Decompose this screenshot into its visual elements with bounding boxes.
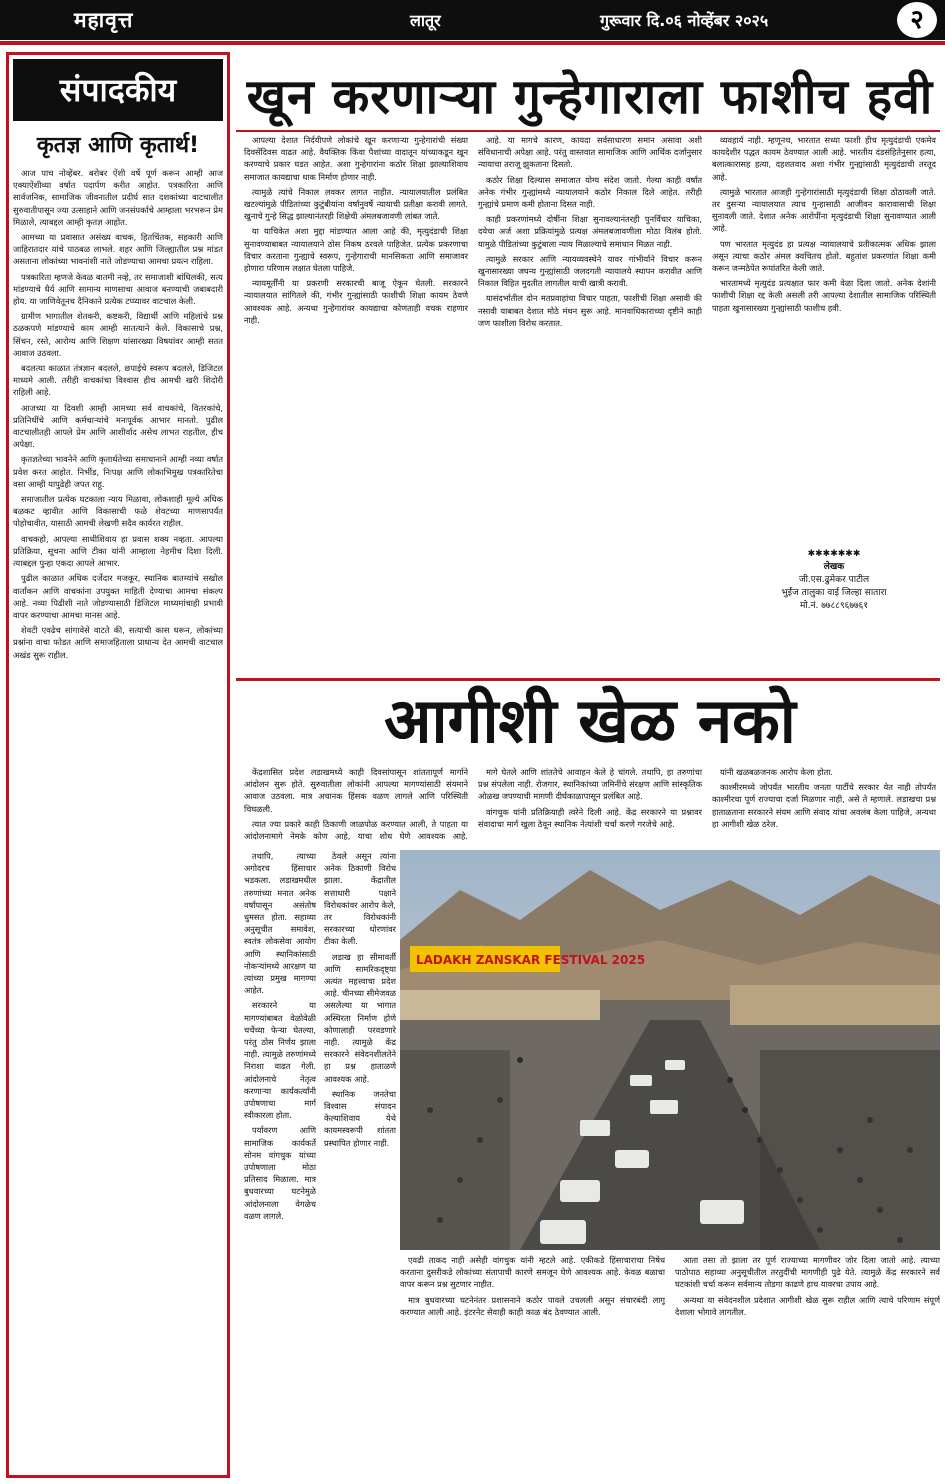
author-mobile: मो.नं. ७७८८९६७७६१ <box>799 601 869 611</box>
byline-separator: ✱✱✱✱✱✱✱ <box>807 549 861 559</box>
paragraph: मागे घेतले आणि शांततेचे आवाहन केले हे चांगले. तथापि, हा तरुणांचा प्रश्न संपलेला नाही. रोजगार, स्थानिकांच्या जमिनींचे संरक्षण आणि सांस्कृतिक ओळख जपण्याची मागणी दीर्घकाळापासून प्रलंबित आहे. <box>478 767 702 802</box>
header-divider <box>0 41 945 45</box>
paragraph: सरकारने या मागण्यांबाबत वेळोवेळी चर्चेच्या फेऱ्या घेतल्या, परंतु ठोस निर्णय झाला नाही. त्यामुळे तरुणांमध्ये निराशा वाढत गेली. आंदोलनाचे नेतृत्व करणाऱ्या कार्यकर्त्यांनी उपोषणाचा मार्ग स्वीकारला होता. <box>244 1000 316 1121</box>
edition-city: लातूर <box>410 11 441 30</box>
article2-bottom-columns <box>400 1254 940 1474</box>
paragraph: आमच्या या प्रवासात असंख्य वाचक, हितचिंतक, सहकारी आणि जाहिरातदार यांचे पाठबळ लाभले. शहर आणि जिल्ह्यातील प्रश्न मांडत असताना लोकांच्या भावनांशी नाते जोडण्याचा आमचा प्रयत्न राहिला. <box>13 232 223 267</box>
paragraph: ग्रामीण भागातील शेतकरी, कष्टकरी, विद्यार्थी आणि महिलांचे प्रश्न ठळकपणे मांडण्याचे काम आम्ही सातत्याने केले. विकासाचे प्रश्न, सिंचन, रस्ते, आरोग्य आणि शिक्षण यांसारख्या विषयांवर आम्ही सतत आवाज उठवला. <box>13 311 223 358</box>
editorial-title: कृतज्ञ आणि कृतार्थ! <box>36 133 200 158</box>
paragraph: त्यात ज्या प्रकारे काही ठिकाणी जाळपोळ करण्यात आली, ते पाहता या आंदोलनामागे नेमके कोण आहे, याचा शोध घेणे आवश्यक आहे. <box>244 818 468 842</box>
paragraph: स्थानिक जनतेचा विश्वास संपादन केल्याशिवाय येथे कायमस्वरूपी शांतता प्रस्थापित होणार नाही. <box>324 1088 396 1148</box>
paragraph: पत्रकारिता म्हणजे केवळ बातमी नव्हे, तर समाजाशी बांधिलकी, सत्य मांडण्याचे धैर्य आणि सामान्य माणसाचा आवाज बनण्याची जबाबदारी होय. या जाणिवेतूनच दैनिकाने प्रत्येक टप्प्यावर वाटचाल केली. <box>13 271 223 307</box>
article2-left-col-2 <box>324 850 396 1474</box>
paragraph: मात्र बुधवारच्या घटनेनंतर प्रशासनाने कठोर पावले उचलली असून संचारबंदी लागू करण्यात आली आहे. इंटरनेट सेवाही काही काळ बंद ठेवण्यात आली. <box>400 1294 665 1317</box>
author-name: जी.एस.ढुमेकर पाटील <box>798 575 870 585</box>
photo-banner-text: LADAKH ZANSKAR FESTIVAL 2025 <box>416 953 646 967</box>
editorial-column <box>6 52 230 1478</box>
paragraph: आता तसा तो झाला तर पूर्ण राज्याच्या मागणीवर जोर दिला जातो आहे. त्याच्या पाठोपाठ सहाव्या अनुसूचीतील तरतुदींची मागणीही पुढे येते. त्यामुळे केंद्र सरकारने सर्व घटकांशी चर्चा करून सर्वमान्य तोडगा काढणे हाच यावरचा उपाय आहे. <box>675 1255 940 1290</box>
article2-headline: आगीशी खेळ नको <box>384 684 796 757</box>
paragraph: कृतज्ञतेच्या भावनेने आणि कृतार्थतेच्या समाधानाने आम्ही नव्या वर्षात प्रवेश करत आहोत. निर्भीड, निःपक्ष आणि लोकाभिमुख पत्रकारितेचा वसा आम्ही यापुढेही जपत राहू. <box>13 454 223 489</box>
issue-date: गुरूवार दि.०६ नोव्हेंबर २०२५ <box>600 11 769 30</box>
paragraph: आज पाच नोव्हेंबर. बरोबर ऐंशी वर्षे पूर्ण करून आम्ही आज एक्याऐंशीव्या वर्षात पदार्पण करीत आहोत. पत्रकारिता आणि सार्वजनिक, सामाजिक जीवनातील प्रदीर्घ सात दशकांच्या वाटचालीत सुरुवातीपासून ज्या उत्साहाने आणि जनसंपर्काचे आम्हाला भरभरून प्रेम मिळाले, त्याबद्दल आम्ही कृतज्ञ आहोत. <box>13 168 223 227</box>
paragraph: लडाख हा सीमावर्ती आणि सामरिकदृष्ट्या अत्यंत महत्त्वाचा प्रदेश आहे. चीनच्या सीमेजवळ असलेल्या या भागात अस्थिरता निर्माण होणे कोणालाही परवडणारे नाही. त्यामुळे केंद्र सरकारने संवेदनशीलतेने हा प्रश्न हाताळणे आवश्यक आहे. <box>324 951 396 1084</box>
paragraph: अन्यथा या संवेदनशील प्रदेशात आगीशी खेळ सुरू राहील आणि त्याचे परिणाम संपूर्ण देशाला भोगावे लागतील. <box>675 1294 940 1317</box>
editorial-body <box>13 167 223 1457</box>
paragraph: भारतामध्ये मृत्युदंड प्रत्यक्षात फार कमी वेळा दिला जातो. अनेक देशांनी फाशीची शिक्षा रद्द केली असली तरी आपल्या देशातील सामाजिक परिस्थिती पाहता खुनासारख्या गुन्ह्यांसाठी फाशीच हवी. <box>712 278 936 313</box>
paragraph: पर्यावरण आणि सामाजिक कार्यकर्ते सोनम वांगचुक यांच्या उपोषणाला मोठा प्रतिसाद मिळाला. मात्र बुधवारच्या घटनेमुळे आंदोलनाला वेगळेच वळण लागले. <box>244 1125 316 1221</box>
paragraph: यांनी खळबळजनक आरोप केला होता. <box>720 767 833 777</box>
paragraph: आजच्या या दिवशी आम्ही आमच्या सर्व वाचकांचे, वितरकांचे, प्रतिनिधींचे आणि कर्मचाऱ्यांचे मनःपूर्वक आभार मानतो. पुढील वाटचालीतही आपले प्रेम आणि आशीर्वाद असेच लाभत राहतील, हीच अपेक्षा. <box>13 402 223 450</box>
article1-column-1 <box>244 134 468 674</box>
article2-column-2 <box>478 766 702 842</box>
ladakh-festival-photo <box>400 850 940 1250</box>
article1-byline <box>740 548 928 613</box>
paragraph: बदलत्या काळात तंत्रज्ञान बदलले, छपाईचे स्वरूप बदलले, डिजिटल माध्यमे आली. तरीही वाचकांचा विश्वास हीच आमची खरी शिदोरी राहिली आहे. <box>13 363 223 398</box>
paragraph: त्यामुळे त्यांचे निकाल लवकर लागत नाहीत. न्यायालयातील प्रलंबित खटल्यांमुळे पीडितांच्या कुटुंबीयांना वर्षानुवर्षे न्यायाची प्रतीक्षा करावी लागते. खुनाचे गुन्हे सिद्ध झाल्यानंतरही शिक्षेची अंमलबजावणी लांबत जाते. <box>244 186 468 222</box>
paragraph: एवढी ताकद नाही असेही वांगचुक यांनी म्हटले आहे. एकीकडे हिंसाचाराचा निषेध करताना दुसरीकडे लोकांच्या संतापाची कारणे समजून घेणे आवश्यक आहे. केवळ बळाचा वापर करून प्रश्न सुटणार नाहीत. <box>400 1255 665 1290</box>
paragraph: आहे. या मागचे कारण, कायदा सर्वसाधारण समान असावा अशी संविधानाची अपेक्षा आहे. परंतु वास्तवात सामाजिक आणि आर्थिक दर्जानुसार न्यायाचा तराजू झुकताना दिसतो. <box>478 135 702 170</box>
article1-column-2 <box>478 134 702 674</box>
editorial-section-label: संपादकीय <box>13 59 223 121</box>
paragraph: आपल्या देशात निर्दयीपणे लोकांचे खून करणाऱ्या गुन्हेगारांची संख्या दिवसेंदिवस वाढत आहे. वैयक्तिक किंवा पैशांच्या वादातून यांच्याकडून खून करण्याचे प्रकार घडत आहेत. अशा गुन्हेगारांना कठोर शिक्षा झाल्याशिवाय समाजात कायद्याचा धाक निर्माण होणार नाही. <box>244 135 468 182</box>
article2-bottom-col-2 <box>675 1254 940 1474</box>
paragraph: त्यामुळे भारतात आजही गुन्हेगारांसाठी मृत्युदंडाची शिक्षा ठोठावली जाते. तर दुसऱ्या न्यायालयात त्याच गुन्हासाठी आजीवन कारावासाची शिक्षा सुनावली जाते. देशात अनेक आरोपींना मृत्युदंडाची शिक्षा सुनावण्यात आली आहे. <box>712 186 936 234</box>
article2-column-3 <box>712 766 936 842</box>
article2-left-columns <box>244 850 396 1474</box>
article2-left-col-1 <box>244 850 316 1474</box>
article1-column-3 <box>712 134 936 544</box>
paragraph: ठेवले असून त्यांना अनेक ठिकाणी विरोध झाला. केंद्रातील सत्ताधारी पक्षाने विरोधकांवर आरोप केले, तर विरोधकांनी सरकारच्या धोरणांवर टीका केली. <box>324 851 396 947</box>
paragraph: काश्मीरमध्ये जोपर्यंत भारतीय जनता पार्टीचे सरकार येत नाही तोपर्यंत काश्मीरचा पूर्ण राज्याचा दर्जा मिळणार नाही, असे ते म्हणाले. लडाखचा प्रश्न हाताळताना सरकारने संयम आणि संवाद यांचा अवलंब केला पाहिजे, अन्यथा हा आगीशी खेळ ठरेल. <box>712 782 936 829</box>
newspaper-name: महावृत्त <box>74 7 134 32</box>
paragraph: त्यामुळे सरकार आणि न्यायव्यवस्थेने यावर गांभीर्याने विचार करून खुनासारख्या जघन्य गुन्ह्यांसाठी जलदगती न्यायालये स्थापन करावीत आणि निकाल विहित मुदतीत लागतील याची खात्री करावी. <box>478 253 702 289</box>
paragraph: समाजातील प्रत्येक घटकाला न्याय मिळावा, लोकशाही मूल्ये अधिक बळकट व्हावीत आणि विकासाची फळे शेवटच्या माणसापर्यंत पोहोचावीत, यासाठी आमची लेखणी सदैव कार्यरत राहील. <box>13 494 223 529</box>
paragraph: व्यवहार्य नाही. म्हणूनच, भारतात सध्या फाशी हीच मृत्युदंडाची एकमेव कायदेशीर पद्धत कायम ठेवण्यात आली आहे. भारतीय दंडसंहितेनुसार हत्या, बलात्कारासह हत्या, दहशतवाद अशा गंभीर गुन्ह्यांसाठी मृत्युदंडाची तरतूद आहे. <box>712 135 936 182</box>
article-divider <box>236 678 940 681</box>
paragraph: तथापि, त्याच्या अगोदरच हिंसाचार भडकला. लडाखमधील तरुणांच्या मनात अनेक वर्षांपासून असंतोष धुमसत होता. सहाव्या अनुसूचीत समावेश, स्वतंत्र लोकसेवा आयोग आणि स्थानिकांसाठी नोकऱ्यांमध्ये आरक्षण या त्यांच्या प्रमुख मागण्या आहेत. <box>244 851 316 996</box>
article2-column-1 <box>244 766 468 842</box>
byline-label: लेखक <box>823 562 845 572</box>
paragraph: वांगचुक यांनी प्रतिक्रियाही त्वरेने दिली आहे. केंद्र सरकारने या प्रश्नावर संवादाचा मार्ग खुला ठेवून स्थानिक नेत्यांशी चर्चा करणे गरजेचे आहे. <box>478 806 702 829</box>
paragraph: न्यायमूर्तींनी या प्रकरणी सरकारची बाजू ऐकून घेतली. सरकारने न्यायालयात सांगितले की, गंभीर गुन्ह्यांसाठी फाशीची शिक्षा कायम ठेवणे आवश्यक आहे. अन्यथा गुन्हेगारांवर कायद्याचा कोणताही वचक राहणार नाही. <box>244 278 468 325</box>
article2-bottom-col-1 <box>400 1254 665 1474</box>
paragraph: या याचिकेत अशा मुद्दा मांडण्यात आला आहे की, मृत्युदंडाची शिक्षा सुनावण्याबाबत न्यायालयाने ठोस निकष ठरवले पाहिजेत. प्रत्येक प्रकरणाचा विचार करताना गुन्ह्याचे स्वरूप, गुन्हेगाराची मानसिकता आणि समाजावर होणारा परिणाम लक्षात घेतला पाहिजे. <box>244 226 468 274</box>
article1-headline: खून करणाऱ्या गुन्हेगाराला फाशीच हवी <box>246 69 934 125</box>
page-number: २ <box>897 2 937 38</box>
masthead <box>0 0 945 40</box>
article2-top-columns <box>244 766 936 842</box>
paragraph: यासंदर्भातील दोन मतप्रवाहांचा विचार पाहता, फाशीची शिक्षा असावी की नसावी याबाबत देशात मोठे मंथन सुरू आहे. मानवाधिकाराच्या दृष्टीने काही जण फाशीला विरोध करतात. <box>478 293 702 328</box>
paragraph: पण भारतात मृत्युदंड हा प्रत्यक्ष न्यायालयाचे प्रतीकात्मक अधिक झाला असून त्याचा कठोर अंमल क्वचितच होतो. बहुतांश प्रकरणांत शिक्षा कमी करून जन्मठेपेत रूपांतरित केली जाते. <box>712 238 936 274</box>
paragraph: पुढील काळात अधिक दर्जेदार मजकूर, स्थानिक बातम्यांचे सखोल वार्तांकन आणि वाचकांना उपयुक्त माहिती देण्याचा आमचा संकल्प आहे. नव्या पिढीशी नाते जोडण्यासाठी डिजिटल माध्यमांचाही प्रभावी वापर करण्याचा आमचा मानस आहे. <box>13 573 223 620</box>
paragraph: काही प्रकरणांमध्ये दोषींना शिक्षा सुनावल्यानंतरही पुनर्विचार याचिका, दयेचा अर्ज अशा प्रक्रियांमुळे प्रत्यक्ष अंमलबजावणीला मोठा विलंब होतो. यामुळे पीडितांच्या कुटुंबाला न्याय मिळाल्याचे समाधान मिळत नाही. <box>478 214 702 249</box>
paragraph: वाचकहो, आपल्या साथीशिवाय हा प्रवास शक्य नव्हता. आपल्या प्रतिक्रिया, सूचना आणि टीका यांनी आम्हाला नेहमीच दिशा दिली. त्याबद्दल पुन्हा एकदा आपले आभार. <box>13 533 223 569</box>
paragraph: शेवटी एवढेच सांगावेसे वाटते की, सत्याची कास धरून, लोकांच्या प्रश्नांना वाचा फोडत आणि समाजहिताला प्राधान्य देत आमची वाटचाल अखंड सुरू राहील. <box>13 625 223 660</box>
article1-rule <box>236 130 940 132</box>
author-address: भुईंज तालुका वाई जिल्हा सातारा <box>781 588 887 598</box>
photo-illustration <box>400 850 940 1250</box>
paragraph: केंद्रशासित प्रदेश लडाखमध्ये काही दिवसांपासून शांततापूर्ण मार्गाने आंदोलन सुरू होते. सुरुवातीला लोकांनी आपल्या मागण्यांसाठी संयमाने आवाज उठवला. मात्र अचानक हिंसक वळण लागले आणि परिस्थिती चिघळली. <box>244 767 468 814</box>
paragraph: कठोर शिक्षा दिल्यास समाजात योग्य संदेश जातो. गेल्या काही वर्षांत अनेक गंभीर गुन्ह्यांमध्ये न्यायालयाने कठोर निकाल दिले आहेत. तरीही गुन्ह्यांचे प्रमाण कमी होताना दिसत नाही. <box>478 174 702 210</box>
